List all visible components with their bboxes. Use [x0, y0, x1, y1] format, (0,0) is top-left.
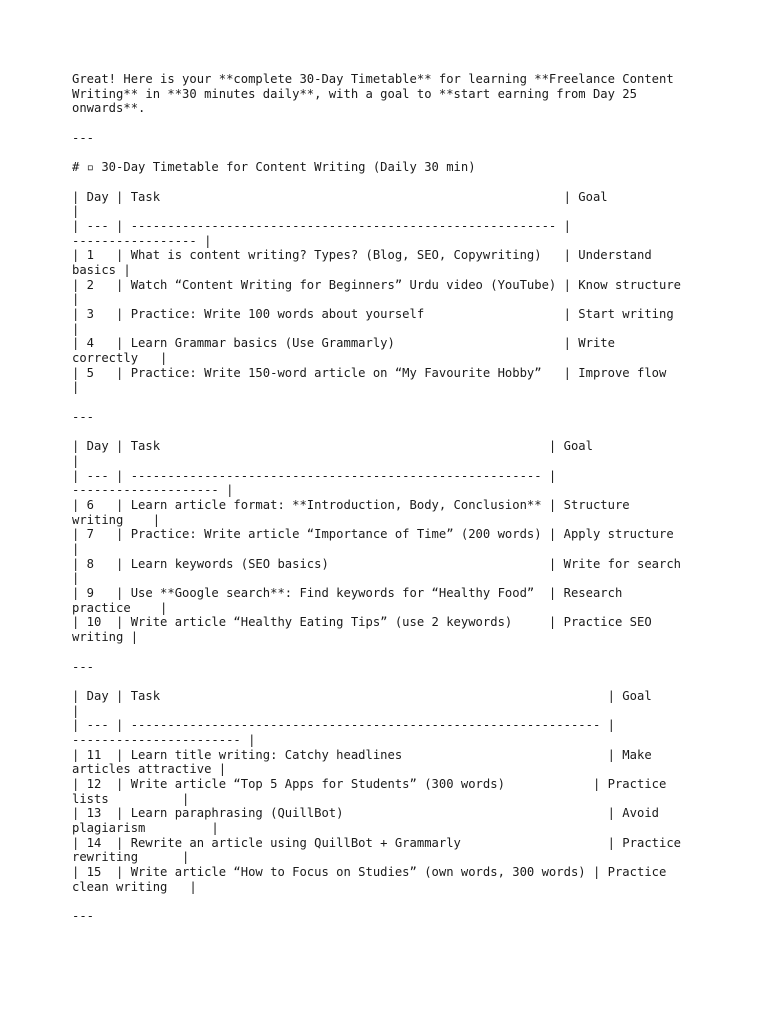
table-line: | 12 | Write article “Top 5 Apps for Students” (300 words) | Practice — [72, 777, 667, 791]
table-line: | --- | -------------------------------------------------------- | — [72, 468, 557, 483]
page-title: # ▫ 30-Day Timetable for Content Writing (Daily 30 min) — [72, 160, 476, 175]
intro-line: Great! Here is your **complete 30-Day Timetable** for learning **Freelance Content — [72, 72, 674, 86]
table-line: ----------------- | — [72, 233, 212, 248]
table-line: | 7 | Practice: Write article “Importance of Time” (200 words) | Apply structure — [72, 527, 674, 542]
divider: --- — [72, 659, 95, 674]
table-line: | — [72, 204, 80, 219]
table-line: basics | — [72, 262, 131, 277]
table-line: writing | — [72, 630, 139, 645]
table-line: | 10 | Write article “Healthy Eating Tips” (use 2 keywords) | Practice SEO — [72, 615, 652, 630]
table-line: writing | — [72, 512, 161, 527]
divider: --- — [72, 909, 95, 924]
table-line: -------------------- | — [72, 483, 234, 498]
intro-line: onwards**. — [72, 101, 146, 116]
table-line: | — [72, 380, 80, 395]
table-line: | — [72, 292, 80, 307]
table-line: | 3 | Practice: Write 100 words about yourself | Start writing — [72, 307, 674, 321]
table-line: | Day | Task | Goal — [72, 439, 593, 454]
table-line: | --- | ---------------------------------------------------------- | — [72, 218, 571, 233]
table-line: clean writing | — [72, 879, 197, 894]
table-line: practice | — [72, 600, 168, 615]
intro-paragraph — [72, 72, 712, 116]
table-line: lists | — [72, 791, 190, 806]
timetable-block-days-6-10 — [72, 439, 712, 645]
table-line: ----------------------- | — [72, 732, 256, 747]
table-line: | — [72, 542, 80, 556]
table-line: | 1 | What is content writing? Types? (Blog, SEO, Copywriting) | Understand — [72, 248, 652, 263]
timetable-block-days-1-5 — [72, 190, 712, 396]
intro-line: Writing** in **30 minutes daily**, with a goal to **start earning from Day 25 — [72, 86, 637, 101]
table-line: articles attractive | — [72, 762, 227, 777]
table-line: | 11 | Learn title writing: Catchy headlines | Make — [72, 747, 652, 762]
table-line: | — [72, 571, 80, 586]
timetable-block-days-11-15 — [72, 689, 712, 895]
table-line: | 15 | Write article “How to Focus on Studies” (own words, 300 words) | Practice — [72, 865, 667, 880]
table-line: | 2 | Watch “Content Writing for Beginners” Urdu video (YouTube) | Know structure — [72, 277, 682, 292]
table-line: | — [72, 453, 80, 468]
table-line: | Day | Task | Goal — [72, 688, 652, 703]
table-line: | 9 | Use **Google search**: Find keywords for “Healthy Food” | Research — [72, 586, 623, 601]
table-line: | — [72, 703, 80, 718]
table-line: | — [72, 321, 80, 336]
document-page — [72, 72, 712, 924]
table-line: | 14 | Rewrite an article using QuillBot + Grammarly | Practice — [72, 835, 682, 850]
table-line: rewriting | — [72, 850, 190, 865]
table-line: | Day | Task | Goal — [72, 189, 608, 204]
divider: --- — [72, 130, 95, 145]
table-line: | --- | ---------------------------------------------------------------- | — [72, 718, 615, 733]
table-line: correctly | — [72, 351, 168, 366]
table-line: | 4 | Learn Grammar basics (Use Grammarly) | Write — [72, 336, 615, 351]
divider: --- — [72, 409, 95, 424]
table-line: | 6 | Learn article format: **Introduction, Body, Conclusion** | Structure — [72, 497, 630, 512]
table-line: | 8 | Learn keywords (SEO basics) | Write for search — [72, 556, 682, 571]
table-line: | 5 | Practice: Write 150-word article on “My Favourite Hobby” | Improve flow — [72, 365, 667, 380]
table-line: plagiarism | — [72, 821, 219, 836]
table-line: | 13 | Learn paraphrasing (QuillBot) | Avoid — [72, 806, 659, 821]
